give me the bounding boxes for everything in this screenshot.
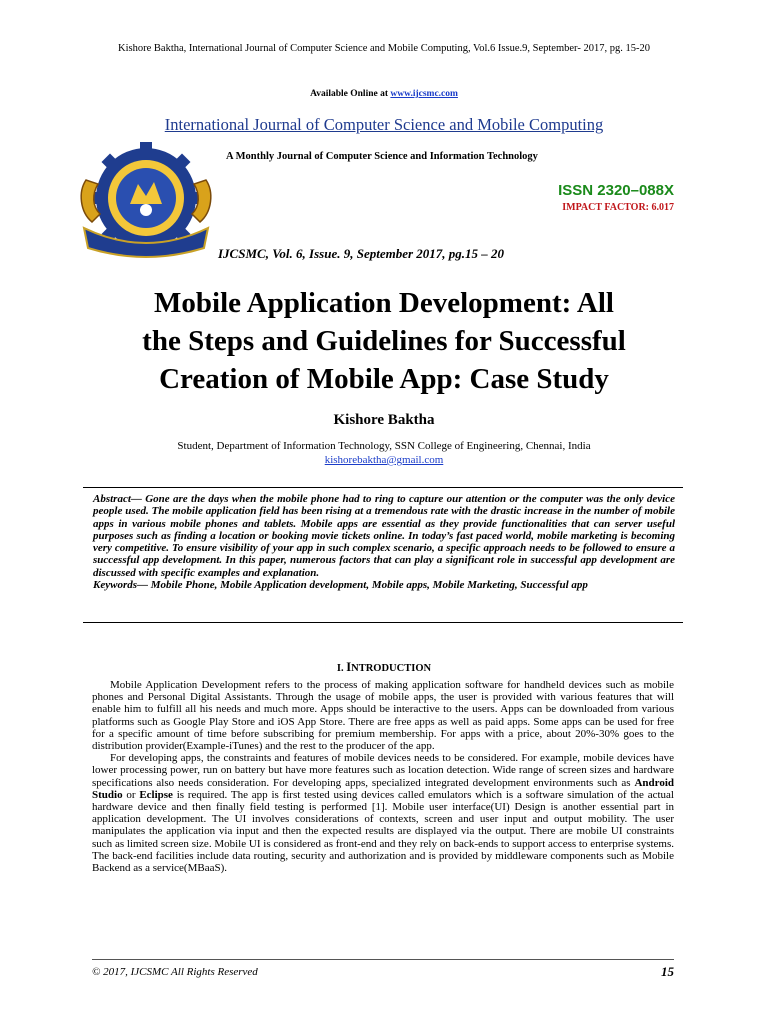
title-line-2: the Steps and Guidelines for Successful [142,325,626,357]
running-head: Kishore Baktha, International Journal of Computer Science and Mobile Computing, Vol.6 Issue.9, September- 2017, pg. 15-20 [118,43,650,54]
title-line-1: Mobile Application Development: All [154,287,614,319]
paragraph-2-part-b: is required. The app is first tested using devices called emulators which is a software simulation of the actual hardware device and then finally field testing is performed [1]. Mobile user interface(UI) Design is another essential part in application development. The UI involves considerations of contexts, screen and user input and output mobility. The user manipulates the application via input and then the expected results are displayed via the output. There are mobile UI constraints such as limited screen size. Mobile UI is considered as front-end and they rely on back-ends to support access to enterprise systems. The back-end facilities include data routing, security and authorization and is provided by middleware components such as Mobile Backend as a service(MBaaS). [92,788,674,875]
abstract-text: Abstract— Gone are the days when the mobile phone had to ring to capture our attention or the computer was the only device people used. The mobile application field has been rising at a tremendous rate with the drastic increase in the number of mobile apps in various mobile phones and tablets. Mobile apps are essential as they provide functionalities that can server useful purposes such as finding a location or booking movie tickets online. In today’s fast paced world, mobile marketing is becoming very competitive. To ensure visibility of your app in such complex scenario, a specific approach needs to be followed to ensure a successful app development. In this paper, numerous factors that can play a significant role in successful app development are discussed with specific examples and explanation. [93,493,675,579]
author-email [0,454,768,466]
eclipse-term: Eclipse [139,788,173,801]
issue-line: IJCSMC, Vol. 6, Issue. 9, September 2017, pg.15 – 20 [218,246,505,261]
author-affiliation: Student, Department of Information Technology, SSN College of Engineering, Chennai, India [177,440,591,452]
paragraph-2 [92,752,674,874]
author-name: Kishore Baktha [333,412,435,428]
available-label: Available Online at [310,89,391,99]
title-line-3: Creation of Mobile App: Case Study [159,363,609,395]
impact-factor: IMPACT FACTOR: 6.017 [562,202,674,213]
author-email-link[interactable]: kishorebaktha@gmail.com [324,454,444,466]
paragraph-1: Mobile Application Development refers to the process of making application software for handheld devices such as mobile phones and Personal Digital Assistants. Through the usage of mobile apps, the user is provided with various features that will enable him to fulfill all his needs and much more. Apps should be interactive to the users. Apps can be downloaded from various platforms such as Google Play Store and iOS App Store. There are free apps as well as paid apps. Some apps can be used for free for a specific amount of time before subscribing for premium membership. For apps with a price, about 20%-30% goes to the distribution provider(Example-iTunes) and the rest to the producer of the app. [92,679,674,753]
journal-name[interactable]: International Journal of Computer Science and Mobile Computing [164,115,604,134]
journal-website-link[interactable]: www.ijcsmc.com [390,89,458,99]
availability-line [0,89,768,99]
section-heading [0,660,768,675]
paragraph-2-part-a: For developing apps, the constraints and features of mobile devices needs to be considered. For example, mobile devices have lower processing power, run on battery but have more features such as location detection. Wide range of screen sizes and hardware specifications also needs consideration. For developing apps, specialized integrated development environments such as [92,752,674,789]
paper-title [90,284,678,398]
ijcsmc-logo [76,140,216,266]
introduction-body [92,679,674,874]
android-studio-term: Android Studio [92,776,674,801]
keywords-text: Keywords— Mobile Phone, Mobile Application development, Mobile apps, Mobile Marketing, Successful app [93,579,588,592]
copyright-notice: © 2017, IJCSMC All Rights Reserved [92,966,258,978]
journal-subtitle: A Monthly Journal of Computer Science and Information Technology [226,151,538,162]
section-heading-rest: NTRODUCTION [351,663,432,674]
issn-number: ISSN 2320–088X [558,182,674,199]
page-number: 15 [661,964,674,979]
paragraph-2-connector: or [122,788,140,801]
section-number: I. [336,663,344,674]
footer-divider [92,959,674,960]
abstract-block [93,493,675,591]
section-heading-initial: I [346,660,352,674]
